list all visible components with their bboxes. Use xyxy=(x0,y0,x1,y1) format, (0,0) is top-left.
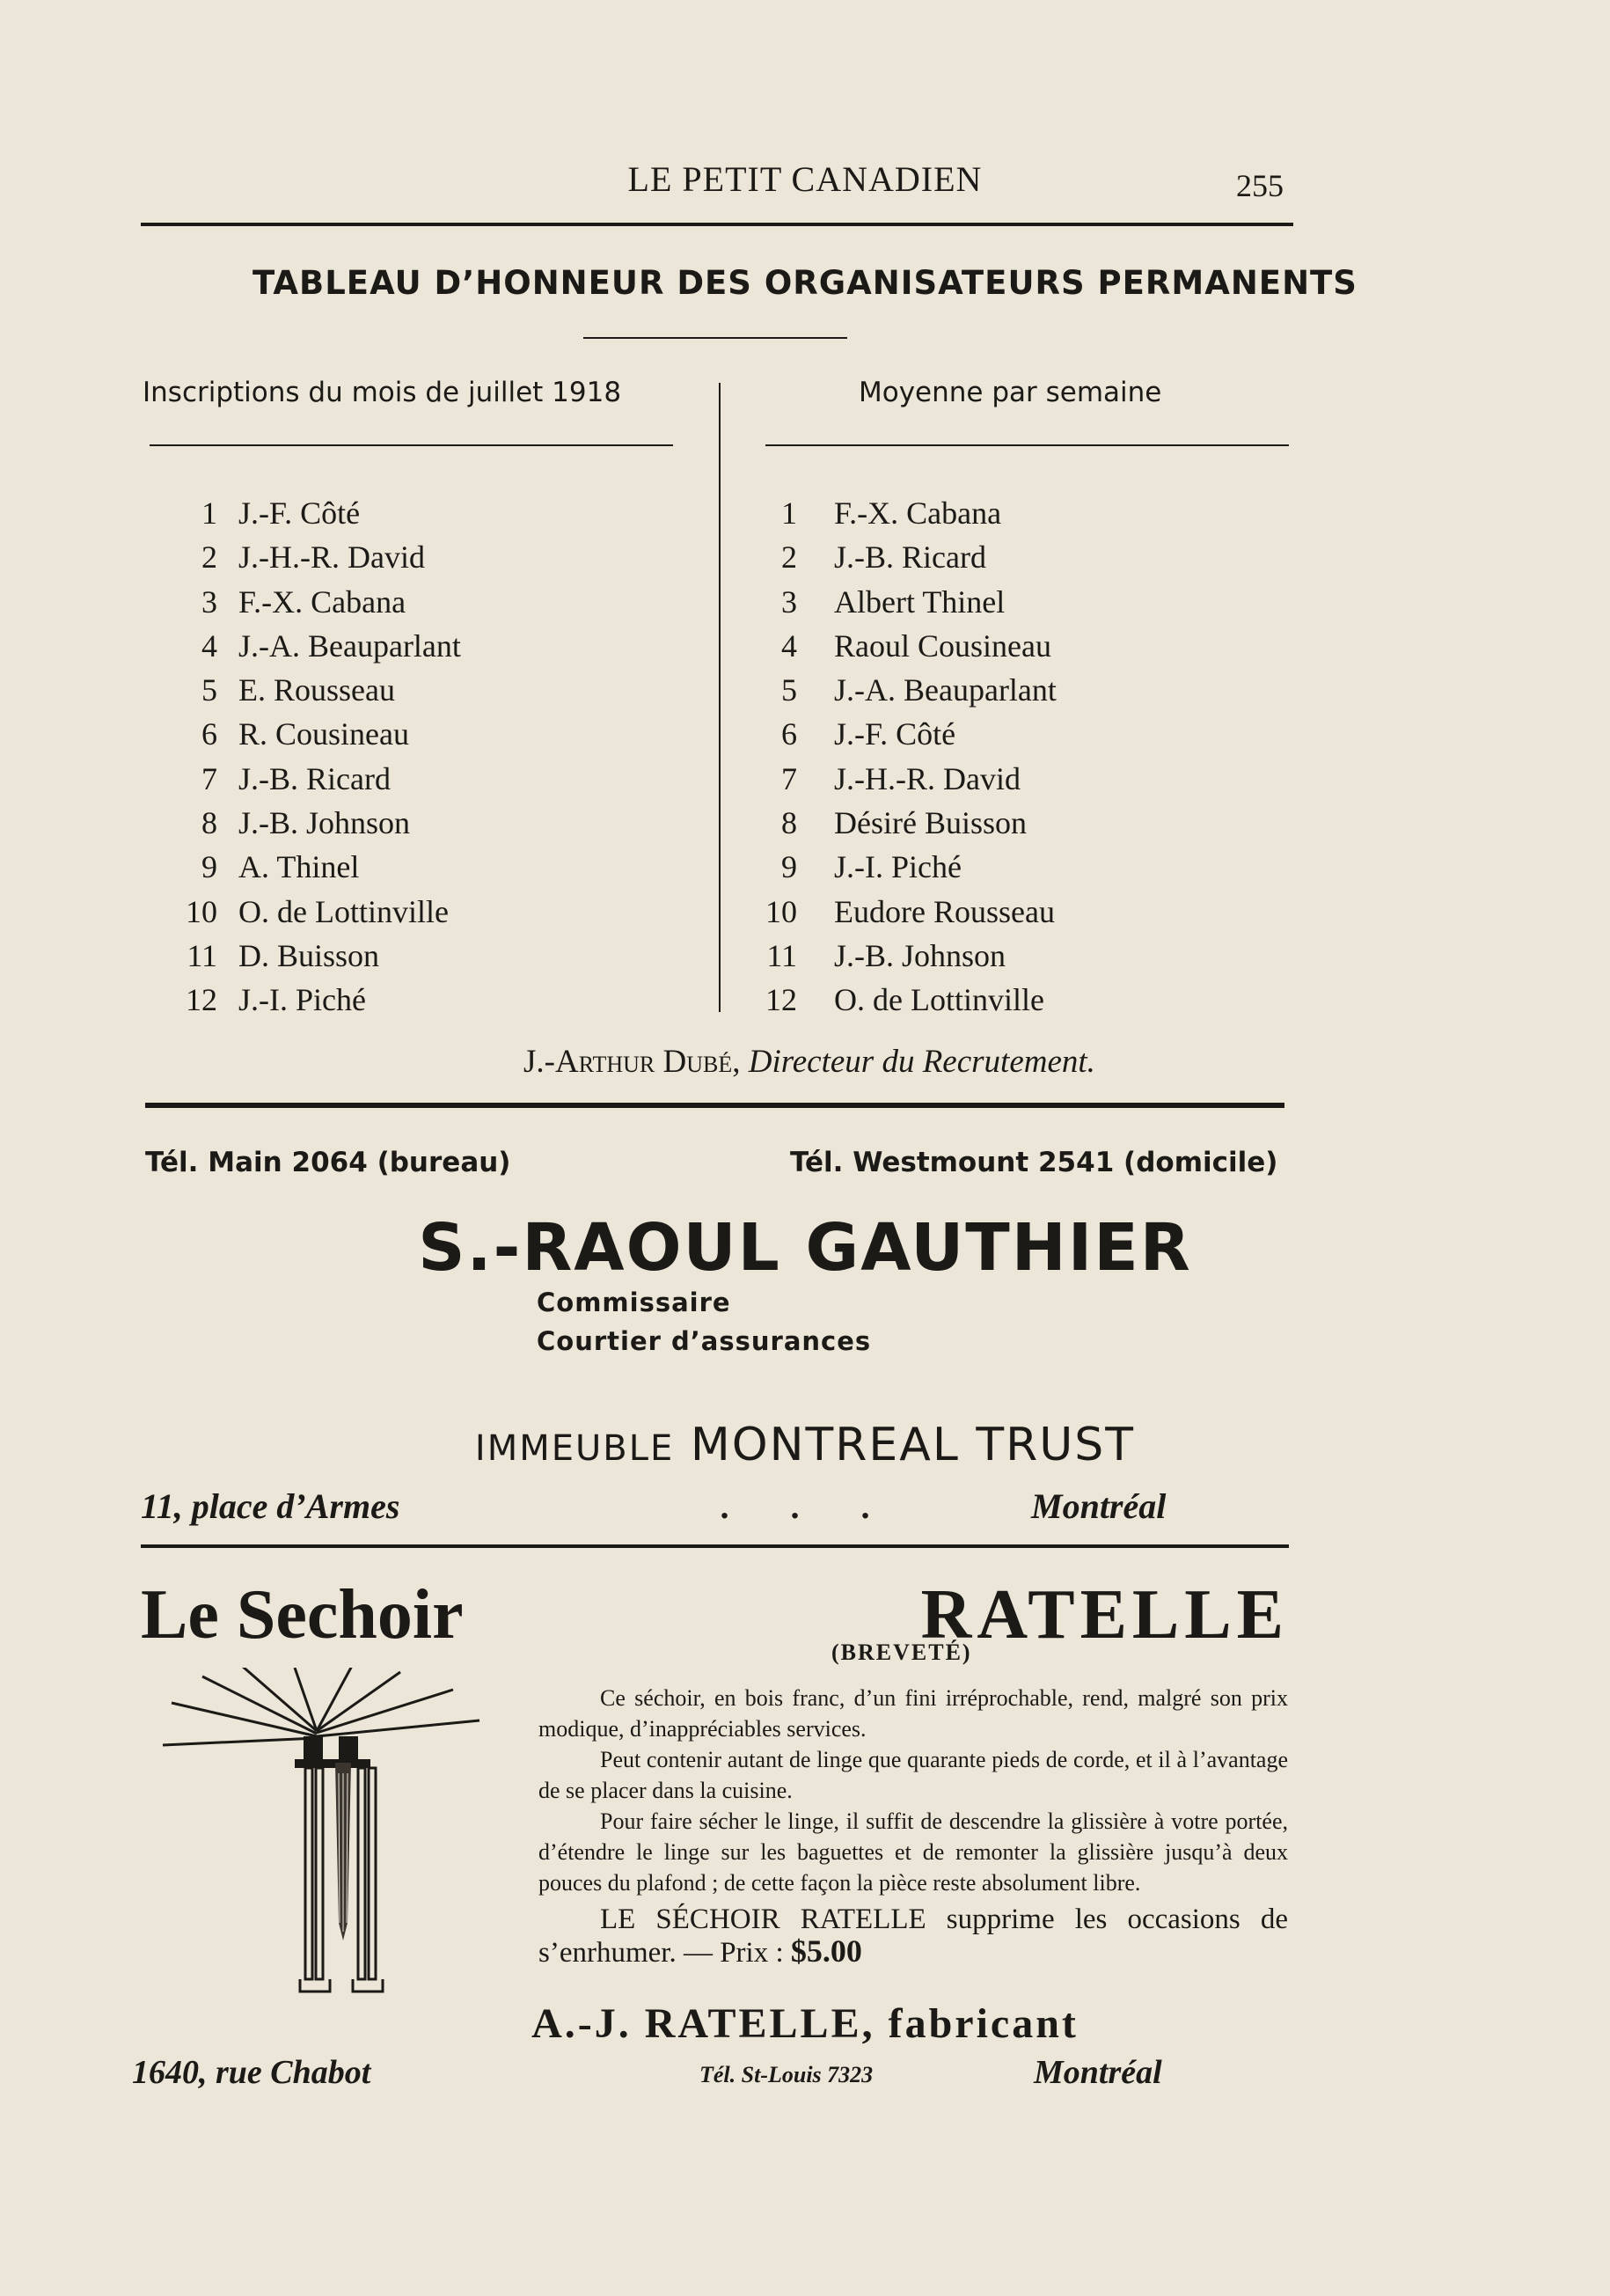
advertiser-name: S.-RAOUL GAUTHIER xyxy=(418,1210,1192,1286)
list-item: 7 J.-B. Ricard xyxy=(201,760,391,796)
office-phone: Tél. Main 2064 (bureau) xyxy=(145,1147,511,1178)
list-item: 12 J.-I. Piché xyxy=(186,982,366,1018)
list-item: 6 R. Cousineau xyxy=(201,716,409,752)
list-item: 5 J.-A. Beauparlant xyxy=(781,672,1057,708)
list-item: 3 Albert Thinel xyxy=(781,583,1006,620)
list-item: 12 O. de Lottinville xyxy=(765,982,1044,1018)
list-item: 1 J.-F. Côté xyxy=(201,495,361,531)
price-paragraph: LE SÉCHOIR RATELLE supprime les occasions de s’enrhumer. — Prix : $5.00 xyxy=(538,1904,1288,1969)
list-item: 8 Désiré Buisson xyxy=(781,805,1027,841)
building-name: IMMEUBLE MONTREAL TRUST xyxy=(474,1419,1136,1471)
list-item: 2 J.-H.-R. David xyxy=(201,539,425,576)
list-item: 4 J.-A. Beauparlant xyxy=(201,627,461,664)
price: $5.00 xyxy=(790,1933,862,1969)
home-phone: Tél. Westmount 2541 (domicile) xyxy=(790,1147,1278,1178)
list-item: 1 F.-X. Cabana xyxy=(781,495,1002,531)
description-paragraph: Ce séchoir, en bois franc, d’un fini irréprochable, rend, malgré son prix modique, d’inappréciables services. xyxy=(538,1685,1288,1742)
column-divider xyxy=(719,383,721,1012)
section-divider xyxy=(141,1544,1289,1548)
section-divider xyxy=(145,1103,1284,1108)
patent-label: (BREVETÉ) xyxy=(831,1639,972,1665)
product-description xyxy=(538,1683,1288,1969)
manufacturer-address: 1640, rue Chabot xyxy=(132,2054,371,2091)
advertiser-role: Courtier d’assurances xyxy=(537,1326,872,1356)
right-column-rule xyxy=(765,444,1289,446)
running-head: LE PETIT CANADIEN xyxy=(627,159,983,199)
signature xyxy=(523,1043,1095,1081)
list-item: 10 Eudore Rousseau xyxy=(765,893,1055,929)
manufacturer: A.-J. RATELLE, fabricant xyxy=(531,2000,1079,2047)
left-column-rule xyxy=(150,444,673,446)
product-title: Le Sechoir RATELLE xyxy=(141,1576,1289,1654)
list-item: 9 J.-I. Piché xyxy=(781,849,962,885)
right-column-heading: Moyenne par semaine xyxy=(859,377,1162,408)
list-item: 5 E. Rousseau xyxy=(201,672,395,708)
list-item: 11 D. Buisson xyxy=(187,937,380,973)
header-rule xyxy=(141,223,1293,226)
list-item: 9 A. Thinel xyxy=(201,849,360,885)
list-item: 6 J.-F. Côté xyxy=(781,716,956,752)
advertiser-role: Commissaire xyxy=(537,1287,731,1317)
description-paragraph: Peut contenir autant de linge que quarante pieds de corde, et il à l’avantage de se placer dans la cuisine. xyxy=(538,1747,1288,1803)
office-city: Montréal xyxy=(1031,1486,1167,1526)
weekly-average-list xyxy=(746,491,1057,1023)
clothes-dryer-rack-icon xyxy=(163,1668,515,1993)
list-item: 2 J.-B. Ricard xyxy=(781,539,986,576)
manufacturer-phone: Tél. St-Louis 7323 xyxy=(699,2062,874,2087)
signature-title: Directeur du Recrutement. xyxy=(748,1044,1095,1080)
title-underline xyxy=(583,337,847,339)
list-item: 10 O. de Lottinville xyxy=(186,893,449,929)
monthly-inscriptions-list xyxy=(163,491,461,1023)
manufacturer-city: Montréal xyxy=(1034,2054,1162,2091)
list-item: 7 J.-H.-R. David xyxy=(781,760,1021,796)
office-address: 11, place d’Armes xyxy=(141,1486,400,1526)
list-item: 11 J.-B. Johnson xyxy=(766,937,1006,973)
page-number: 255 xyxy=(1236,168,1284,203)
honor-roll-title: TABLEAU D’HONNEUR DES ORGANISATEURS PERMANENTS xyxy=(252,264,1358,302)
description-paragraph: Pour faire sécher le linge, il suffit de descendre la glissière à votre portée, d’étendre le linge sur les baguettes et de remonter la glissière jusqu’à deux pouces du plafond ; de cette façon la pièce reste absolument libre. xyxy=(538,1808,1288,1896)
list-item: 4 Raoul Cousineau xyxy=(781,627,1051,664)
signature-name: J.-Arthur Dubé, xyxy=(523,1044,741,1080)
left-column-heading: Inscriptions du mois de juillet 1918 xyxy=(143,377,622,408)
address-leader: ... xyxy=(721,1486,933,1526)
list-item: 3 F.-X. Cabana xyxy=(201,583,406,620)
list-item: 8 J.-B. Johnson xyxy=(201,805,411,841)
